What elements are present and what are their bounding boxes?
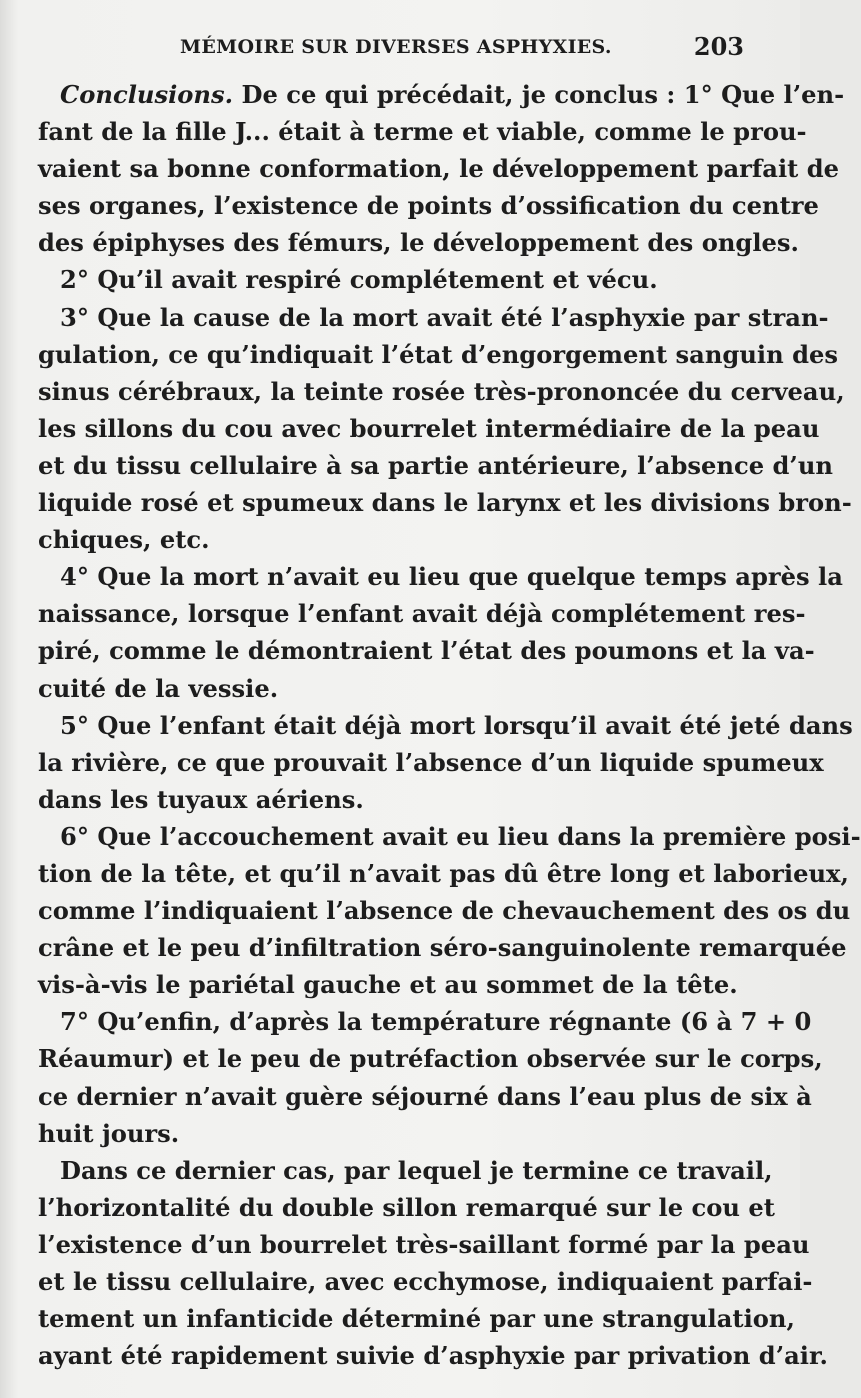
text-line: chiques, etc. <box>38 525 210 555</box>
text-line: l’existence d’un bourrelet très-saillant formé par la peau <box>38 1229 810 1259</box>
text-line: crâne et le peu d’infiltration séro-sanguinolente remarquée <box>38 933 847 963</box>
text-line: Conclusions. De ce qui précédait, je conclus : 1° Que l’en- <box>60 80 845 109</box>
text-line: les sillons du cou avec bourrelet intermédiaire de la peau <box>38 413 820 443</box>
paragraph-point-7 <box>38 1003 823 1151</box>
paragraph-point-6 <box>38 818 861 1003</box>
page-number: 203 <box>693 32 744 61</box>
page-header <box>0 32 800 66</box>
paragraph-conclusions <box>38 76 845 261</box>
paragraph-point-3 <box>38 299 852 559</box>
text-line: 4° Que la mort n’avait eu lieu que quelque temps après la <box>60 562 843 592</box>
text-line: dans les tuyaux aériens. <box>38 784 364 814</box>
paragraph-point-4 <box>38 558 843 706</box>
body-text <box>38 76 861 1374</box>
text-line: naissance, lorsque l’enfant avait déjà complétement res- <box>38 599 806 629</box>
text-line: liquide rosé et spumeux dans le larynx et les divisions bron- <box>38 488 852 518</box>
text-line: des épiphyses des fémurs, le développement des ongles. <box>38 228 799 258</box>
text-line: comme l’indiquaient l’absence de chevauchement des os du <box>38 896 851 926</box>
text-line: et du tissu cellulaire à sa partie antérieure, l’absence d’un <box>38 450 834 480</box>
text-line: Dans ce dernier cas, par lequel je termine ce travail, <box>60 1155 773 1185</box>
text-line: 6° Que l’accouchement avait eu lieu dans la première posi- <box>60 821 861 851</box>
text-line: piré, comme le démontraient l’état des poumons et la va- <box>38 636 815 666</box>
conclusions-label: Conclusions. <box>60 80 234 109</box>
running-title: MÉMOIRE SUR DIVERSES ASPHYXIES. <box>180 36 612 58</box>
text-line: sinus cérébraux, la teinte rosée très-prononcée du cerveau, <box>38 376 845 406</box>
text-line: vis-à-vis le pariétal gauche et au sommet de la tête. <box>38 970 738 1000</box>
text-line: 3° Que la cause de la mort avait été l’asphyxie par stran- <box>60 302 829 332</box>
text-line: Réaumur) et le peu de putréfaction observée sur le corps, <box>38 1044 823 1074</box>
text-line: fant de la fille J... était à terme et viable, comme le prou- <box>38 117 807 147</box>
text-line: gulation, ce qu’indiquait l’état d’engorgement sanguin des <box>38 339 839 369</box>
text-line: tement un infanticide déterminé par une strangulation, <box>38 1304 795 1334</box>
text-line: 5° Que l’enfant était déjà mort lorsqu’il avait été jeté dans <box>60 710 853 740</box>
text-line: cuité de la vessie. <box>38 673 279 703</box>
text-line: ses organes, l’existence de points d’ossification du centre <box>38 191 819 221</box>
text-line: et le tissu cellulaire, avec ecchymose, indiquaient parfai- <box>38 1267 813 1296</box>
text-line: ayant été rapidement suivie d’asphyxie par privation d’air. <box>38 1341 828 1371</box>
paragraph-point-2 <box>38 261 758 298</box>
text-line: la rivière, ce que prouvait l’absence d’un liquide spumeux <box>38 747 824 777</box>
text-line: tion de la tête, et qu’il n’avait pas dû être long et laborieux, <box>38 858 849 888</box>
text-line: l’horizontalité du double sillon remarqué sur le cou et <box>38 1192 775 1222</box>
text-line: 2° Qu’il avait respiré complétement et vécu. <box>60 265 658 295</box>
text-line: huit jours. <box>38 1118 180 1148</box>
text-line: ce dernier n’avait guère séjourné dans l’eau plus de six à <box>38 1081 812 1111</box>
text-line: 7° Qu’enfin, d’après la température régnante (6 à 7 + 0 <box>60 1007 812 1037</box>
paragraph-final <box>38 1152 828 1375</box>
text-line: vaient sa bonne conformation, le développement parfait de <box>38 154 840 184</box>
paragraph-point-5 <box>38 707 853 818</box>
